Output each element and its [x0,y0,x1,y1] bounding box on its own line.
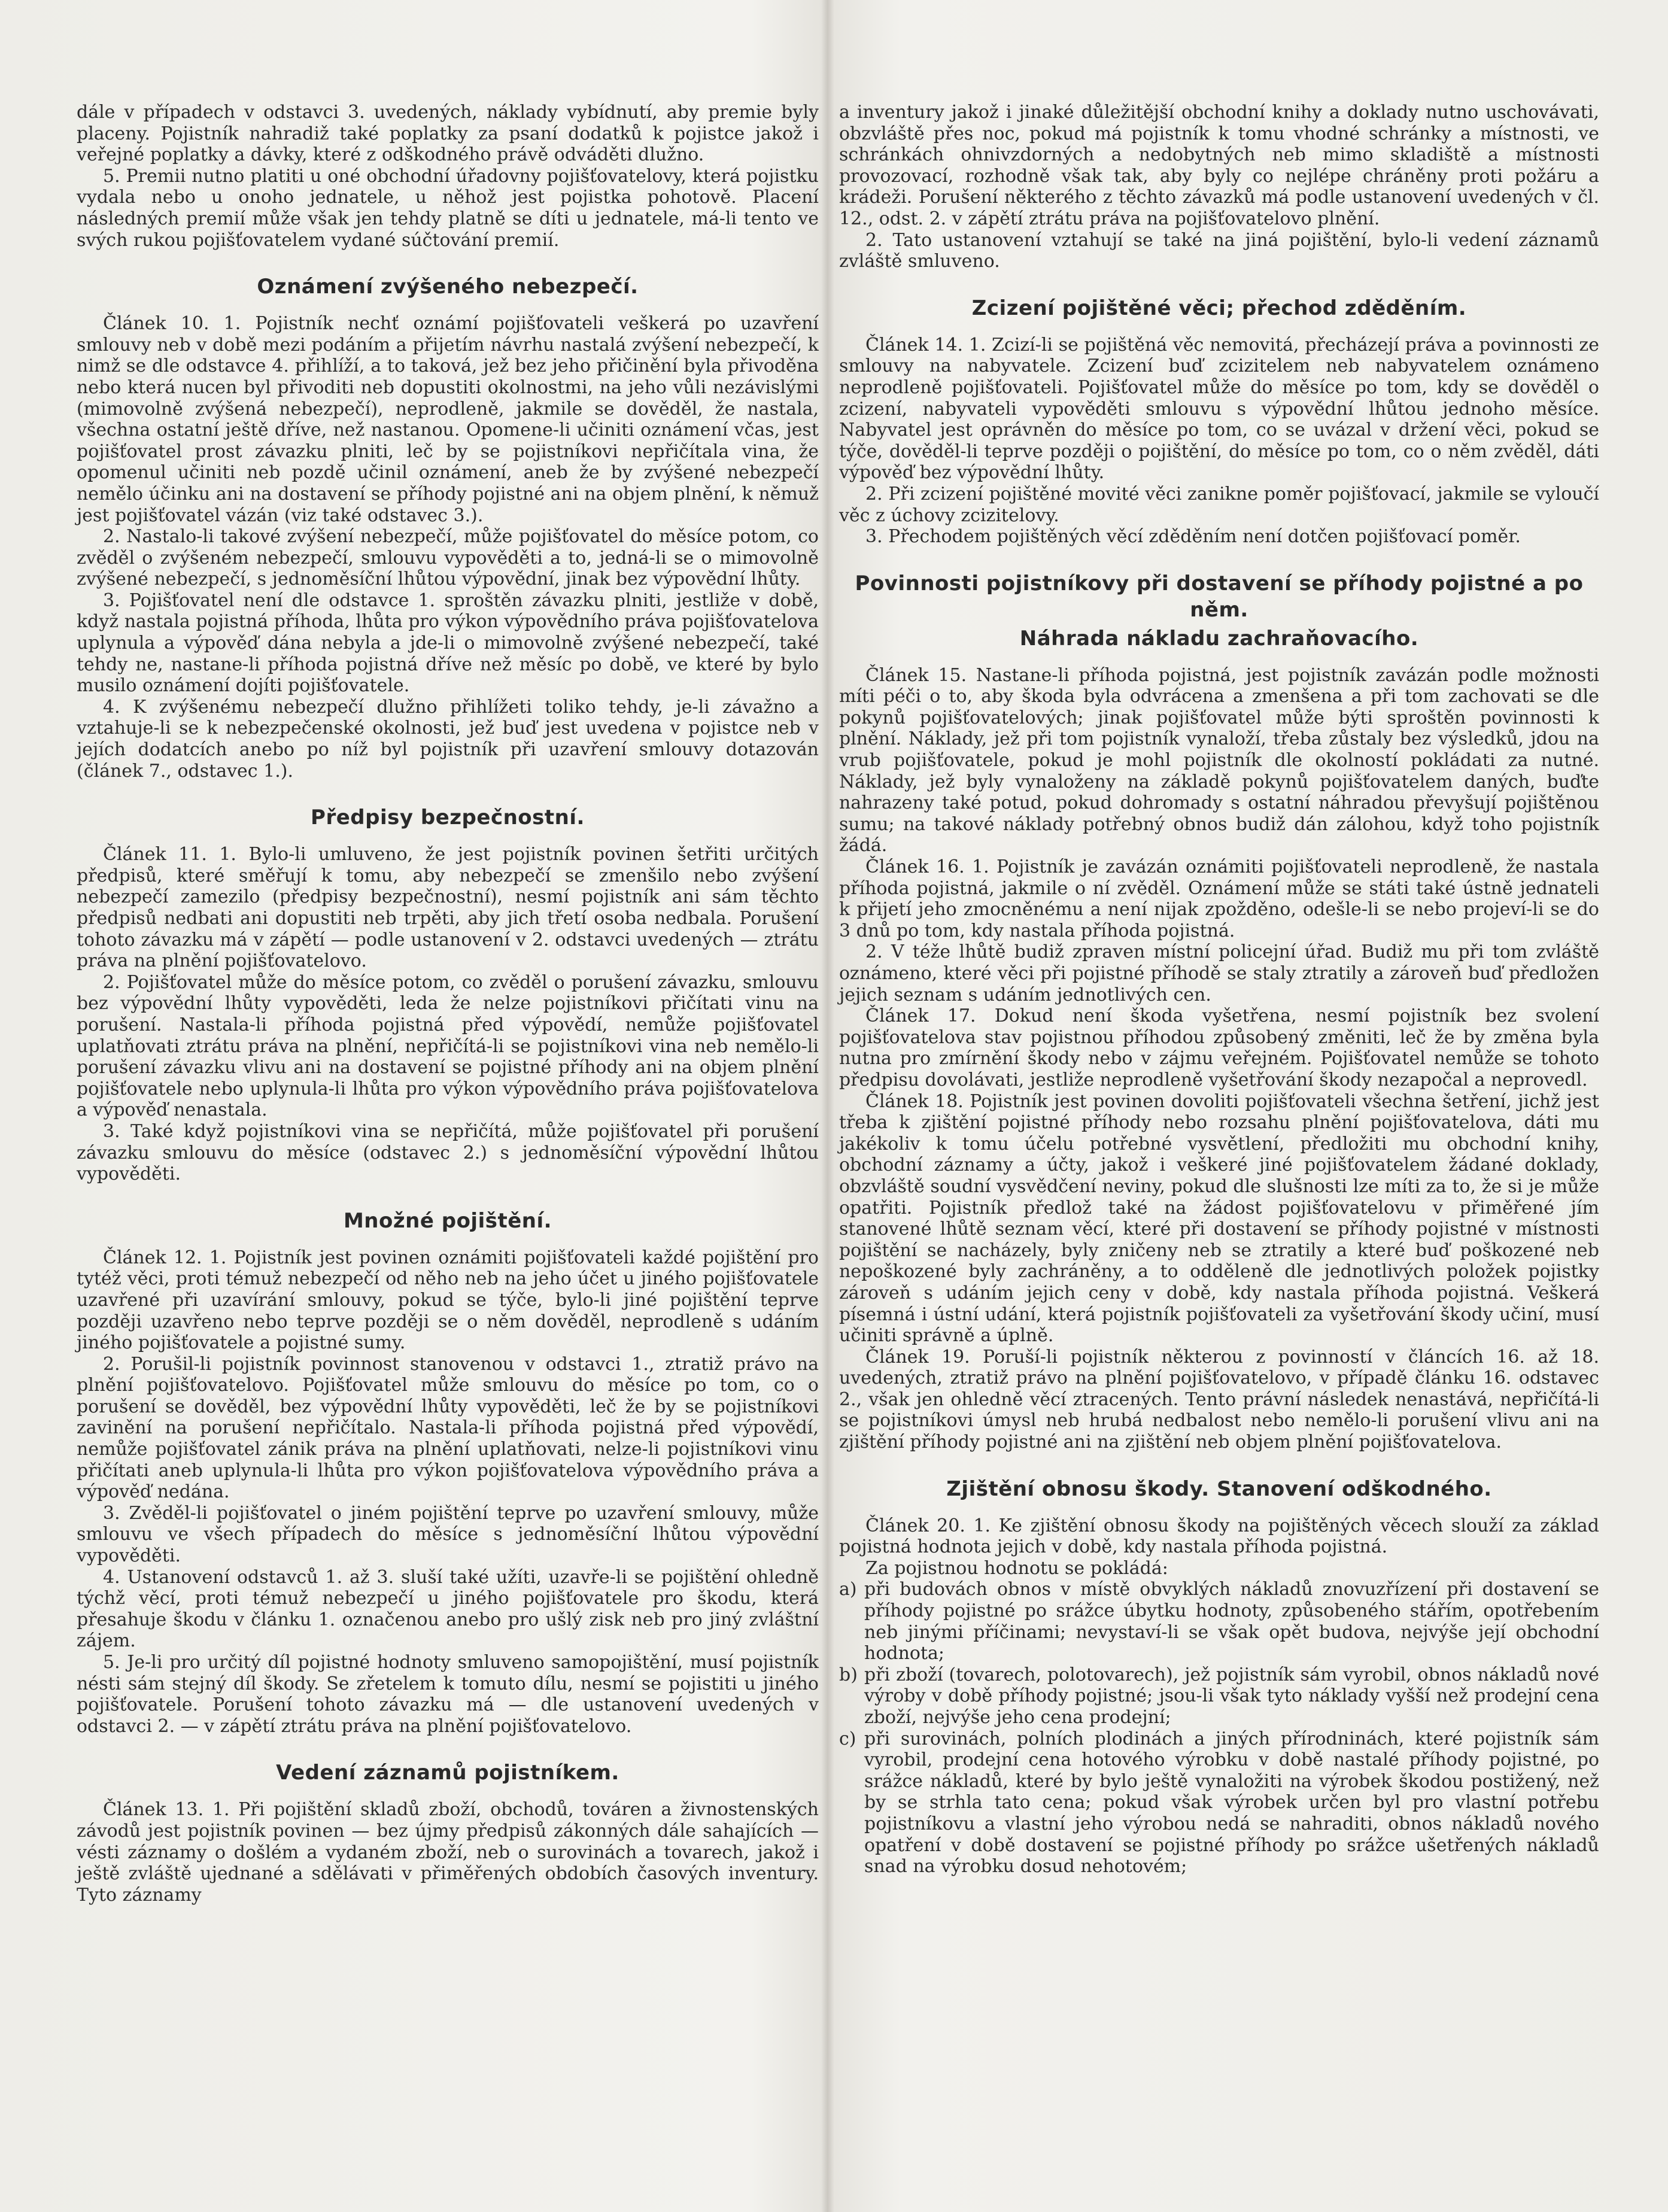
article-14-1: Článek 14. 1. Zcizí-li se pojištěná věc nemovitá, přecházejí práva a povinnosti ze smlouvy na nabyvatele. Zcizení buď zcizitelem neb nabyvatelem oznámeno neprodleně pojišťovateli. Pojišťovatel může do měsíce po tom, kdy se dověděl o zcizení, nabyvateli vypověděti smlouvu s výpovědní lhůtou jednoho měsíce. Nabyvatel jest oprávněn do měsíce po tom, co se uvázal v držení věci, pokud se týče, dověděl-li teprve později o pojištění, do měsíce po tom, co o něm zvěděl, dáti výpověď bez výpovědní lhůty. [839,334,1599,484]
paragraph: dále v případech v odstavci 3. uvedených, náklady vybídnutí, aby premie byly placeny. Pojistník nahradiž také poplatky za psaní dodatků k pojistce jakož i veřejné poplatky a dávky, které z odškodného právě odváděti dlužno. [77,102,819,166]
article-12-5: 5. Je-li pro určitý díl pojistné hodnoty smluveno samopojištění, musí pojistník nésti sám stejný díl škody. Se zřetelem k tomuto dílu, nesmí se pojistiti u jiného pojišťovatele. Porušení tohoto závazku má — dle ustanovení uvedených v odstavci 2. — v zápětí ztrátu práva na plnění pojišťovatelovo. [77,1652,819,1737]
article-20-intro: Za pojistnou hodnotu se pokládá: [865,1557,1168,1579]
list-item [839,1728,1599,1877]
left-column [77,102,819,1906]
article-11-3: 3. Také když pojistníkovi vina se nepřičítá, může pojišťovatel při porušení závazku smlouvu do měsíce (odstavec 2.) s jednoměsíční výpovědní lhůtou vypověděti. [77,1120,819,1185]
section-heading: Zjištění obnosu škody. Stanovení odškodného. [946,1476,1492,1501]
article-10-1: Článek 10. 1. Pojistník nechť oznámí pojišťovateli veškerá po uzavření smlouvy neb v době mezi podáním a přijetím návrhu nastalá zvýšení nebezpečí, k nimž se dle odstavce 4. přihlíží, a to taková, jež bez jeho přičinění byla přivoděna nebo která nucen byl přivoditi neb dopustiti okolnostmi, na jeho vůli nezávislými (mimovolně zvýšená nebezpečí), neprodleně, jakmile se dověděl, že nastala, všechna ostatní ještě dříve, než nastanou. Opomene-li učiniti oznámení včas, jest pojišťovatel prost závazku plniti, leč by se pojistníkovi nepřičítala vina, že opomenul učiniti neb pozdě učinil oznámení, aneb že by zvýšené nebezpečí nemělo účinku ani na dostavení se příhody pojistné ani na objem plnění, k němuž jest pojišťovatel vázán (viz také odstavec 3.). [77,313,819,526]
article-10-3: 3. Pojišťovatel není dle odstavce 1. sproštěn závazku plniti, jestliže v době, když nastala pojistná příhoda, lhůta pro výkon výpovědního práva pojišťovatelova uplynula a výpověď dána nebyla a jde-li o mimovolně zvýšené nebezpečí, také tehdy ne, nastane-li příhoda pojistná dříve než měsíc po době, ve které by bylo musilo oznámení dojíti pojišťovatele. [77,590,819,697]
article-11-2: 2. Pojišťovatel může do měsíce potom, co zvěděl o porušení závazku, smlouvu bez výpovědní lhůty vypověděti, leda že nelze pojistníkovi přičítati vinu na porušení. Nastala-li příhoda pojistná před výpovědí, nemůže pojišťovatel uplatňovati ztrátu práva na plnění, nepřičítá-li se pojistníkovi vina neb nemělo-li porušení závazku vlivu ani na dostavení se pojistné příhody ani na objem plnění pojišťovatele nebo uplynula-li lhůta pro výkon výpovědního práva pojišťovatelova a výpověď nenastala. [77,971,819,1121]
list-item-text: při budovách obnos v místě obvyklých nákladů znovuzřízení při dostavení se příhody pojistné po srážce úbytku hodnoty, způsobeného stářím, opotřebením neb jinými příčinami; nevystaví-li se však opět budova, nejvýše její obchodní hodnota; [864,1579,1599,1664]
article-13-1: Článek 13. 1. Při pojištění skladů zboží, obchodů, továren a živnostenských závodů jest pojistník povinen — bez újmy předpisů zákonných dále sahajících — vésti záznamy o došlém a vydaném zboží, neb o surovinách a tovarech, jakož i ještě zvláště ujednané a sdělávati v přiměřených obdobích časových inventury. Tyto záznamy [77,1799,819,1906]
right-column [839,102,1599,1877]
list-item-text: při surovinách, polních plodinách a jiných přírodninách, které pojistník sám vyrobil, prodejní cena hotového výrobku v době nastalé příhody pojistné, po srážce nákladů, které by bylo ještě vynaložiti na výrobek škodou postižený, než by se strhla tato cena; pokud však výrobek určen byl pro vlastní potřebu pojistníkovu a vlastní jeho výrobou nedá se nahraditi, obnos nákladů nového opatření v době dostavení se pojistné příhody po srážce ušetřených nákladů snad na výrobku dosud nehotovém; [864,1728,1599,1877]
article-16-1: Článek 16. 1. Pojistník je zavázán oznámiti pojišťovateli neprodleně, že nastala příhoda pojistná, jakmile o ní zvěděl. Oznámení může se státi také ústně jednateli k přijetí jeho zmocněnému a není nijak zpožděno, odešle-li se nebo projeví-li se do 3 dnů po tom, kdy nastala příhoda pojistná. [839,856,1599,941]
list-marker: a) [839,1579,857,1600]
article-10-4: 4. K zvýšenému nebezpečí dlužno přihlížeti toliko tehdy, je-li závažno a vztahuje-li se k nebezpečenské okolnosti, jež buď jest uvedena v pojistce neb v jejích dodatcích anebo po níž byl pojistník při uzavření smlouvy dotazován (článek 7., odstavec 1.). [77,696,819,782]
paragraph: 5. Premii nutno platiti u oné obchodní úřadovny pojišťovatelovy, která pojistku vydala nebo u onoho jednatele, u něhož jest pojistka pohotově. Placení následných premií může však jen tehdy platně se díti u jednatele, má-li tento ve svých rukou pojišťovatelem vydané súčtování premií. [77,165,819,251]
article-19: Článek 19. Poruší-li pojistník některou z povinností v článcích 16. až 18. uvedených, ztratiž právo na plnění pojišťovatelovo, v případě článku 16. odstavec 2., však jen ohledně věcí ztracených. Tento právní následek nenastává, nepřičítá-li se pojistníkovi úmysl neb hrubá nedbalost nebo nemělo-li porušení vlivu ani na zjištění příhody pojistné ani na zjištění neb objem plnění pojišťovatelova. [839,1346,1599,1453]
article-17: Článek 17. Dokud není škoda vyšetřena, nesmí pojistník bez svolení pojišťovatelova stav pojistnou příhodou způsobený změniti, leč že by změna byla nutna pro zmírnění škody nebo v zájmu veřejném. Pojišťovatel nemůže se tohoto předpisu dovolávati, jestliže neprodleně vyšetřování škody nezapočal a neprovedl. [839,1005,1599,1090]
paragraph: 2. Tato ustanovení vztahují se také na jiná pojištění, bylo-li vedení záznamů zvláště smluveno. [839,229,1599,272]
article-12-1: Článek 12. 1. Pojistník jest povinen oznámiti pojišťovateli každé pojištění pro tytéž věci, proti témuž nebezpečí od něho neb na jeho účet u jiného pojišťovatele uzavřené při uzavírání smlouvy, pokud se týče, bylo-li jiné pojištění teprve později uzavřeno nebo teprve později se o něm dověděl, neprodleně s udáním jiného pojišťovatele a pojistné sumy. [77,1247,819,1354]
section-heading: Zcizení pojištěné věci; přechod zděděním. [971,296,1467,320]
paragraph: a inventury jakož i jinaké důležitější obchodní knihy a doklady nutno uschovávati, obzvláště přes noc, pokud má pojistník k tomu vhodné schránky a místnosti, ve schránkách ohnivzdorných a nedobytných neb mimo skladiště a místnosti provozovací, rozhodně však tak, aby byly co nejlépe chráněny proti požáru a krádeži. Porušení některého z těchto závazků má podle ustanovení uvedených v čl. 12., odst. 2. v zápětí ztrátu práva na pojišťovatelovo plnění. [839,102,1599,229]
article-12-4: 4. Ustanovení odstavců 1. až 3. sluší také užíti, uzavře-li se pojištění ohledně týchž věcí, proti témuž nebezpečí u jiného pojišťovatele pro škodu, která přesahuje škodu v článku 1. označenou anebo pro ušlý zisk neb pro jiný zvláštní zájem. [77,1566,819,1652]
article-18: Článek 18. Pojistník jest povinen dovoliti pojišťovateli všechna šetření, jichž jest třeba k zjištění pojistné příhody nebo rozsahu plnění pojišťovatelova, dáti mu jakékoliv k tomu účelu potřebné vysvětlení, předložiti mu obchodní knihy, obchodní záznamy a účty, jakož i veškeré jiné pojišťovatelem žádané doklady, obzvláště soudní vysvědčení neviny, pokud dle slušnosti lze míti za to, že si je může opatřiti. Pojistník předlož také na žádost pojišťovatelovu v přiměřené jím stanovené lhůtě seznam věcí, které při dostavení se příhody pojistné v místnosti pojištění se nacházely, byly zničeny neb se ztratily a které buď poškozené neb nepoškozené byly zachráněny, a to odděleně dle jednotlivých položek pojistky zároveň s udáním jejich ceny v době, kdy nastala příhoda pojistná. Veškerá písemná i ústní udání, která pojistník pojišťovateli za vyšetřování škody učiní, musí učiniti správně a úplně. [839,1090,1599,1347]
article-14-2: 2. Při zcizení pojištěné movité věci zanikne poměr pojišťovací, jakmile se vyloučí věc z úchovy zcizitelovy. [839,483,1599,526]
article-10-2: 2. Nastalo-li takové zvýšení nebezpečí, může pojišťovatel do měsíce potom, co zvěděl o zvýšeném nebezpečí, smlouvu vypověděti a to, jedná-li se o mimovolně zvýšené nebezpečí, s jednoměsíční lhůtou výpovědní, jinak bez výpovědní lhůty. [77,526,819,590]
article-12-3: 3. Zvěděl-li pojišťovatel o jiném pojištění teprve po uzavření smlouvy, může smlouvu ve všech případech do měsíce s jednoměsíční lhůtou výpovědní vypověděti. [77,1502,819,1567]
page-fold [821,0,834,2212]
article-11-1: Článek 11. 1. Bylo-li umluveno, že jest pojistník povinen šetřiti určitých předpisů, které směřují k tomu, aby nebezpečí se zmenšilo nebo zvýšení nebezpečí zamezilo (předpisy bezpečnostní), nesmí pojistník ani sám těchto předpisů nedbati ani dopustiti neb trpěti, aby jich třetí osoba nedbala. Porušení tohoto závazku má v zápětí — podle ustanovení v 2. odstavci uvedených — ztrátu práva na plnění pojišťovatelovo. [77,844,819,972]
section-heading: Oznámení zvýšeného nebezpečí. [257,275,639,299]
article-20-1: Článek 20. 1. Ke zjištění obnosu škody na pojištěných věcech slouží za základ pojistná hodnota jejich v době, kdy nastala příhoda pojistná. [839,1515,1599,1558]
article-15: Článek 15. Nastane-li příhoda pojistná, jest pojistník zavázán podle možnosti míti péči o to, aby škoda byla odvrácena a zmenšena a při tom zachovati se dle pokynů pojišťovatelových; jinak pojišťovatel může býti sproštěn povinnosti k plnění. Náklady, jež při tom pojistník vynaloží, třeba zůstaly bez výsledků, jdou na vrub pojišťovatele, pokud je mohl pojistník dle okolností pokládati za nutné. Náklady, jež byly vynaloženy na základě pokynů pojišťovatelem daných, buďte nahrazeny také potud, pokud dohromady s ostatní náhradou převyšují pojištěnou sumu; na takové náklady potřebný obnos budiž dán zálohou, když toho pojistník žádá. [839,664,1599,856]
section-subheading: Náhrada nákladu zachraňovacího. [1019,626,1419,651]
article-14-3: 3. Přechodem pojištěných věcí zděděním není dotčen pojišťovací poměr. [865,526,1521,548]
value-definitions-list [839,1579,1599,1877]
list-marker: b) [839,1664,858,1685]
article-16-2: 2. V téže lhůtě budiž zpraven místní policejní úřad. Budiž mu při tom zvláště oznámeno, které věci při pojistné příhodě se staly ztratily a zároveň buď předložen jejich seznam s udáním jednotlivých cen. [839,941,1599,1005]
list-item [839,1664,1599,1728]
section-heading: Vedení záznamů pojistníkem. [276,1761,619,1785]
section-heading: Povinnosti pojistníkovy při dostavení se příhody pojistné a po něm. [855,571,1584,622]
list-marker: c) [839,1728,856,1749]
article-12-2: 2. Porušil-li pojistník povinnost stanovenou v odstavci 1., ztratiž právo na plnění pojišťovatelovo. Pojišťovatel může smlouvu do měsíce po tom, co o porušení se dověděl, bez výpovědní lhůty vypověděti, leč že by se pojistníkovi zavinění na porušení nepřičítalo. Nastala-li příhoda pojistná před výpovědí, nemůže pojišťovatel zánik práva na plnění uplatňovati, nelze-li pojistníkovi vinu přičítati aneb uplynula-li lhůta pro výkon pojišťovatelova výpovědního práva a výpověď nedána. [77,1353,819,1503]
section-heading: Předpisy bezpečnostní. [311,806,585,830]
list-item [839,1579,1599,1664]
section-heading: Množné pojištění. [343,1208,552,1233]
list-item-text: při zboží (tovarech, polotovarech), jež pojistník sám vyrobil, obnos nákladů nové výroby v době příhody pojistné; jsou-li však tyto náklady vyšší než prodejní cena zboží, nejvýše jeho cena prodejní; [864,1664,1599,1728]
